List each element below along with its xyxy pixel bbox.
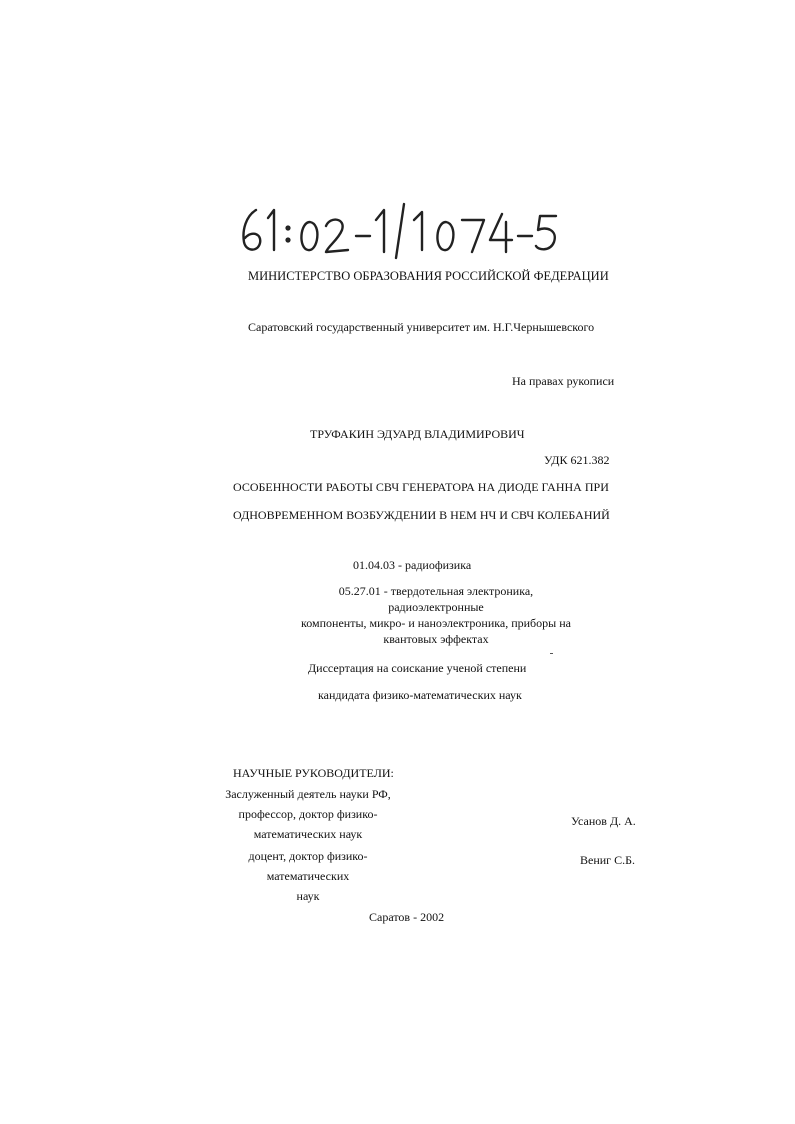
dissertation-line-2: кандидата физико-математических наук [318,688,522,702]
supervisor-2-name: Вениг С.Б. [580,853,635,867]
supervisor-1-name: Усанов Д. А. [571,814,636,828]
specialty-radiophysics: 01.04.03 - радиофизика [353,558,472,572]
university-line: Саратовский государственный университет им. Н.Г.Чернышевского [248,320,595,334]
city-year: Саратов - 2002 [369,910,445,924]
supervisor-1-credentials [210,784,406,844]
supervisor-2-line-2: наук [296,889,320,903]
supervisor-2-credentials [210,846,406,906]
author-name: ТРУФАКИН ЭДУАРД ВЛАДИМИРОВИЧ [310,427,525,441]
specialty-electronics-line-1: 05.27.01 - твердотельная электроника, радиоэлектронные [338,584,534,614]
specialty-electronics-line-2: компоненты, микро- и наноэлектроника, приборы на [301,616,571,630]
title-line-2: ОДНОВРЕМЕННОМ ВОЗБУЖДЕНИИ В НЕМ НЧ И СВЧ КОЛЕБАНИЙ [233,508,610,522]
supervisor-2-line-1: доцент, доктор физико-математических [248,849,368,883]
dissertation-line-1: Диссертация на соискание ученой степени [308,661,527,675]
title-line-1: ОСОБЕННОСТИ РАБОТЫ СВЧ ГЕНЕРАТОРА НА ДИОДЕ ГАННА ПРИ [233,480,609,494]
specialty-electronics [296,583,576,647]
manuscript-rights: На правах рукописи [512,374,615,388]
specialty-electronics-line-3: квантовых эффектах [383,632,489,646]
supervisor-1-line-3: математических наук [253,827,363,841]
scan-speck [550,653,553,654]
supervisor-1-line-2: профессор, доктор физико- [238,807,378,821]
ministry-line: МИНИСТЕРСТВО ОБРАЗОВАНИЯ РОССИЙСКОЙ ФЕДЕРАЦИИ [248,269,609,283]
supervisors-heading: НАУЧНЫЕ РУКОВОДИТЕЛИ: [233,766,394,780]
handwritten-archive-number [234,200,564,260]
supervisor-1-line-1: Заслуженный деятель науки РФ, [225,787,391,801]
udk-code: УДК 621.382 [544,453,610,467]
